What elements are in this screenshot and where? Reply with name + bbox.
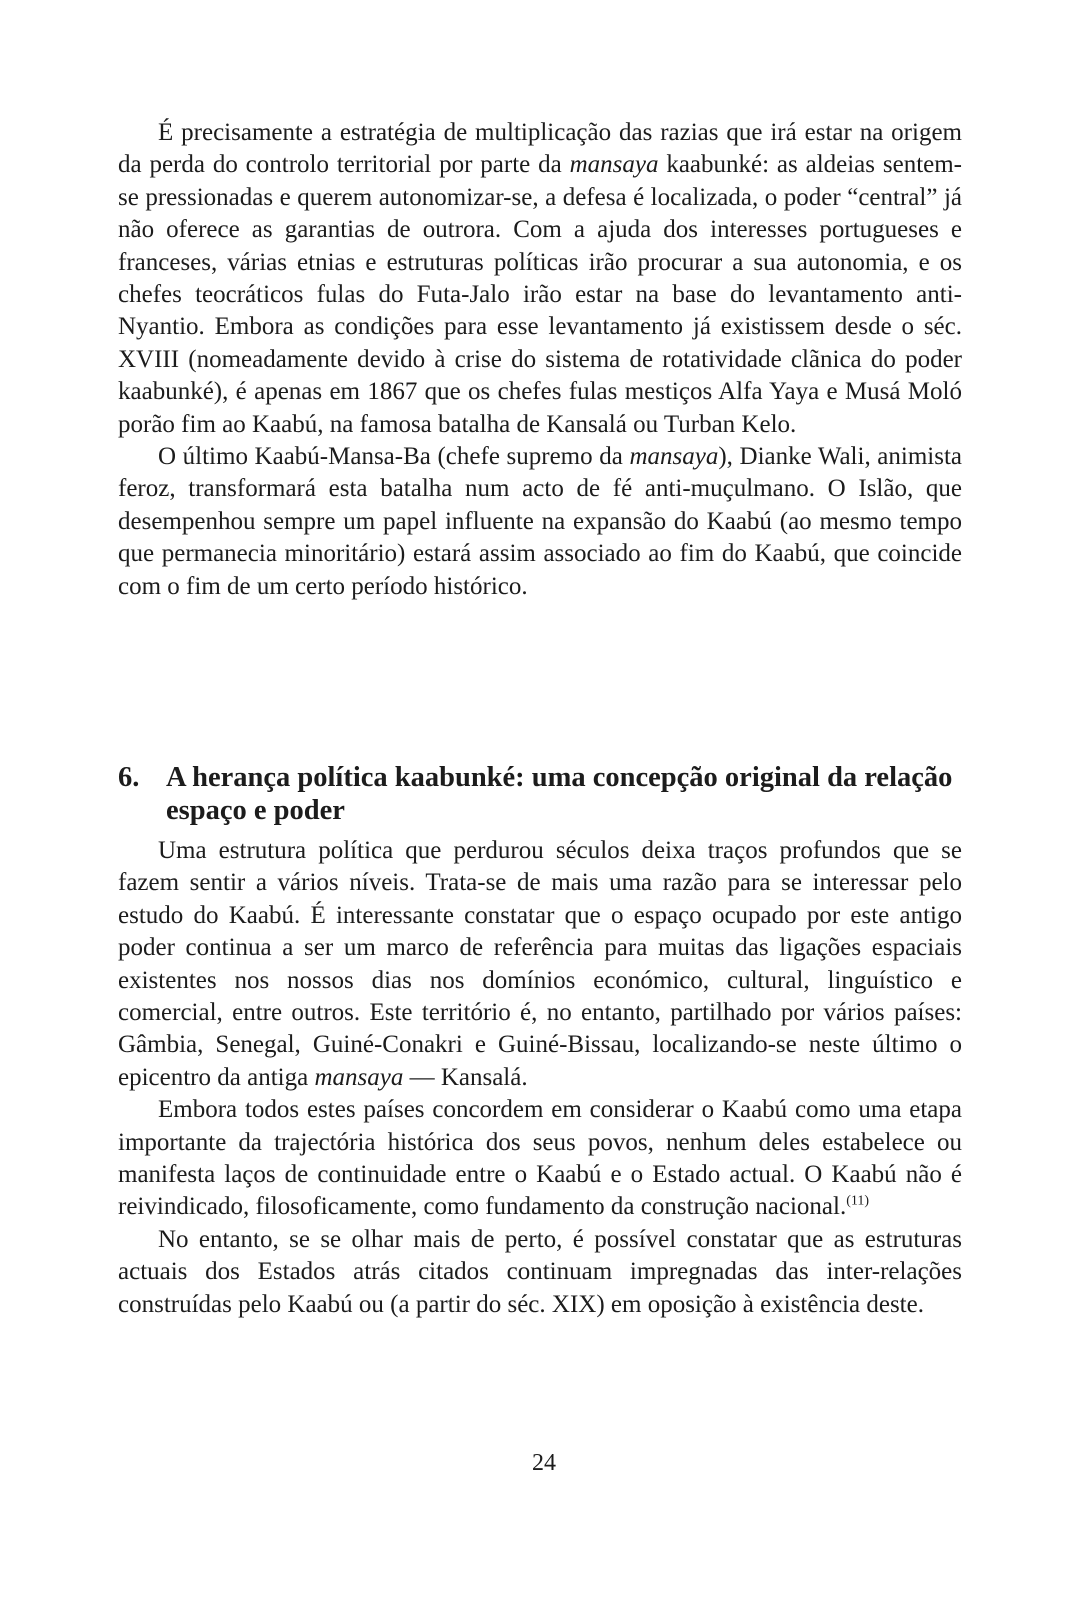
paragraph [118, 1094, 962, 1224]
italic-term: mansaya [629, 443, 719, 471]
italic-term: mansaya [569, 151, 659, 179]
body-text-top [118, 117, 962, 603]
paragraph [118, 1224, 962, 1321]
paragraph [118, 835, 962, 1094]
footnote-reference[interactable]: (11) [846, 1194, 870, 1210]
section-heading [118, 761, 978, 827]
paragraph [118, 441, 962, 603]
text-run: É precisamente a estratégia de multiplicação das razias que irá estar na origem da perda do controlo territorial por parte da [118, 119, 962, 179]
paragraph [118, 117, 962, 441]
text-run: — Kansalá. [403, 1063, 528, 1091]
section-number: 6. [118, 761, 140, 793]
text-run: Embora todos estes países concordem em considerar o Kaabú como uma etapa importante da trajectória histórica dos seus povos, nenhum deles estabelece ou manifesta laços de continuidade entre o Kaabú e o Estado actual. O Kaabú não é reivindicado, filosoficamente, como fundamento da construção nacional. [118, 1096, 962, 1221]
text-run: ), Dianke Wali, animista feroz, transformará esta batalha num acto de fé anti-muçulmano. O Islão, que desempenhou sempre um papel influente na expansão do Kaabú (ao mesmo tempo que permanecia minoritário) estará assim associado ao fim do Kaabú, que coincide com o fim de um certo período histórico. [118, 443, 962, 600]
text-run: Uma estrutura política que perdurou séculos deixa traços profundos que se fazem sentir a vários níveis. Trata-se de mais uma razão para se interessar pelo estudo do Kaabú. É interessante constatar que o espaço ocupado por este antigo poder continua a ser um marco de referência para muitas das ligações espaciais existentes nos nossos dias nos domínios económico, cultural, linguístico e comercial, entre outros. Este território é, no entanto, partilhado por vários países: Gâmbia, Senegal, Guiné-Conakri e Guiné-Bissau, localizando-se neste último o epicentro da antiga [118, 837, 962, 1091]
body-text-bottom [118, 835, 962, 1321]
page-number: 24 [532, 1450, 556, 1476]
italic-term: mansaya [314, 1063, 404, 1091]
text-run: O último Kaabú-Mansa-Ba (chefe supremo da [158, 443, 630, 471]
text-run: No entanto, se se olhar mais de perto, é possível constatar que as estruturas actuais dos Estados atrás citados continuam impregnadas das inter-relações construídas pelo Kaabú ou (a partir do séc. XIX) em oposição à existência deste. [118, 1225, 962, 1318]
text-run: kaabunké: as aldeias sentem-se pressionadas e querem autonomizar-se, a defesa é localizada, o poder “central” já não oferece as garantias de outrora. Com a ajuda dos interesses portugueses e franceses, várias etnias e estruturas políticas irão procurar a sua autonomia, e os chefes teocráticos fulas do Futa-Jalo irão estar na base do levantamento anti-Nyantio. Embora as condições para esse levantamento já existissem desde o séc. XVIII (nomeadamente devido à crise do sistema de rotatividade clãnica do poder kaabunké), é apenas em 1867 que os chefes fulas mestiços Alfa Yaya e Musá Moló porão fim ao Kaabú, na famosa batalha de Kansalá ou Turban Kelo. [118, 151, 963, 438]
section-title: A herança política kaabunké: uma concepção original da relação espaço e poder [166, 761, 953, 826]
